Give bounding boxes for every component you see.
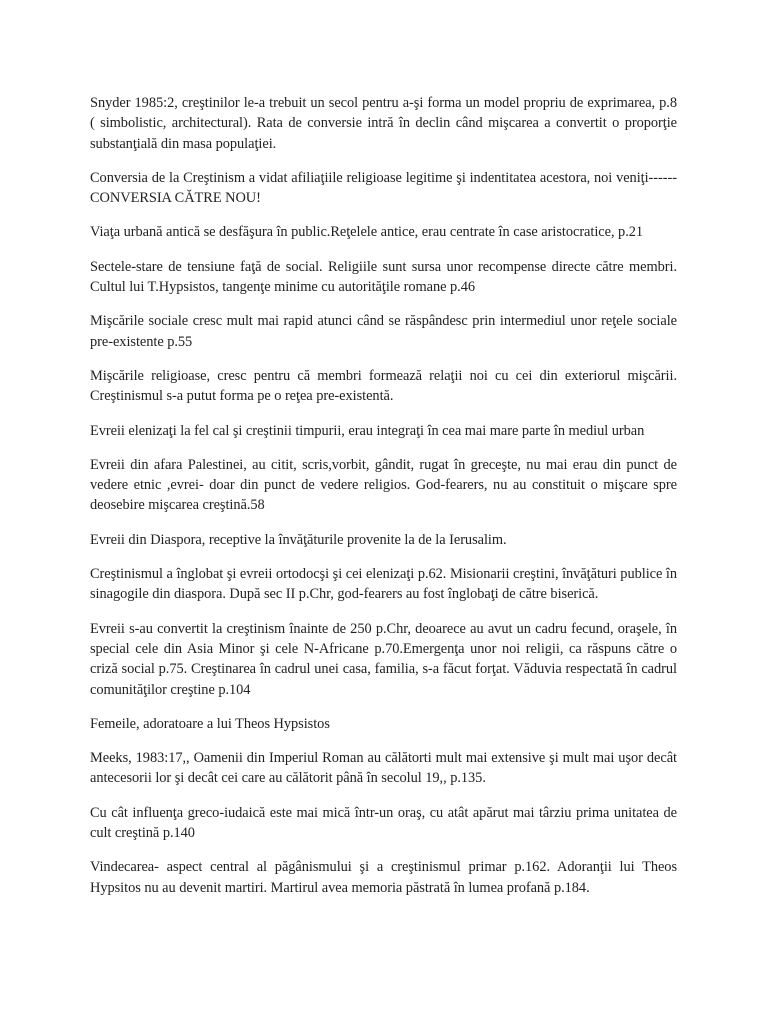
- paragraph-6: Mişcările religioase, cresc pentru că membri formează relaţii noi cu cei din exteriorul mişcării. Creştinismul s-a putut forma pe o reţea pre-existentă.: [90, 367, 677, 405]
- paragraph-7: Evreii elenizaţi la fel cal şi creştinii timpurii, erau integraţi în cea mai mare parte în mediul urban: [90, 422, 645, 439]
- paragraph-9: Evreii din Diaspora, receptive la învăţăturile provenite la de la Ierusalim.: [90, 531, 507, 548]
- paragraph-4: Sectele-stare de tensiune faţă de social. Religiile sunt sursa unor recompense directe către membri. Cultul lui T.Hypsistos, tangenţe minime cu autorităţile romane p.46: [90, 258, 677, 296]
- paragraph-1: Snyder 1985:2, creştinilor le-a trebuit un secol pentru a-şi forma un model propriu de exprimarea, p.8 ( simbolistic, architectural). Rata de conversie intră în declin când mişcarea a convertit o proporţie substanţială din masa populaţiei.: [90, 95, 677, 152]
- paragraph-5: Mişcările sociale cresc mult mai rapid atunci când se răspândesc prin intermediul unor reţele sociale pre-existente p.55: [90, 313, 677, 350]
- document-body: [90, 93, 677, 912]
- paragraph-10: Creştinismul a înglobat şi evreii ortodocşi şi cei elenizaţi p.62. Misionarii creştini, învăţături publice în sinagogile din diaspora. După sec II p.Chr, god-fearers au fost înglobaţi de către biserică.: [90, 566, 677, 603]
- paragraph-13: Meeks, 1983:17,, Oamenii din Imperiul Roman au călătorti mult mai extensive şi mult mai uşor decât antecesorii lor şi decât cei care au călătorit până în secolul 19,, p.135.: [90, 750, 677, 787]
- paragraph-3: Viaţa urbană antică se desfăşura în public.Reţelele antice, erau centrate în case aristocratice, p.21: [90, 224, 644, 241]
- paragraph-12: Femeile, adoratoare a lui Theos Hypsistos: [90, 715, 330, 732]
- paragraph-11: Evreii s-au convertit la creştinism înainte de 250 p.Chr, deoarece au avut un cadru fecund, oraşele, în special cele din Asia Minor şi cele N-Africane p.70.Emergenţa unor noi religii, ca răspuns către o criză social p.75. Creştinarea în cadrul unei casa, familia, s-a făcut forţat. Văduvia respectată în cadrul comunităţilor creştine p.104: [90, 620, 677, 698]
- paragraph-14: Cu cât influenţa greco-iudaică este mai mică într-un oraş, cu atât apărut mai târziu prima unitatea de cult creştină p.140: [90, 804, 677, 842]
- paragraph-15: Vindecarea- aspect central al păgânismului şi a creştinismul primar p.162. Adoranţii lui Theos Hypsitos nu au devenit martiri. Martirul avea memoria păstrată în lumea profană p.184.: [90, 859, 677, 896]
- paragraph-2: Conversia de la Creştinism a vidat afiliaţiile religioase legitime şi indentitatea acestora, noi veniţi------CONVERSIA CĂTRE NOU!: [90, 169, 677, 207]
- paragraph-8: Evreii din afara Palestinei, au citit, scris,vorbit, gândit, rugat în greceşte, nu mai erau din punct de vedere etnic ,evrei- doar din punct de vedere religios. God-fearers, nu au constituit o mişcare spre deosebire mişcarea creştină.58: [90, 456, 677, 514]
